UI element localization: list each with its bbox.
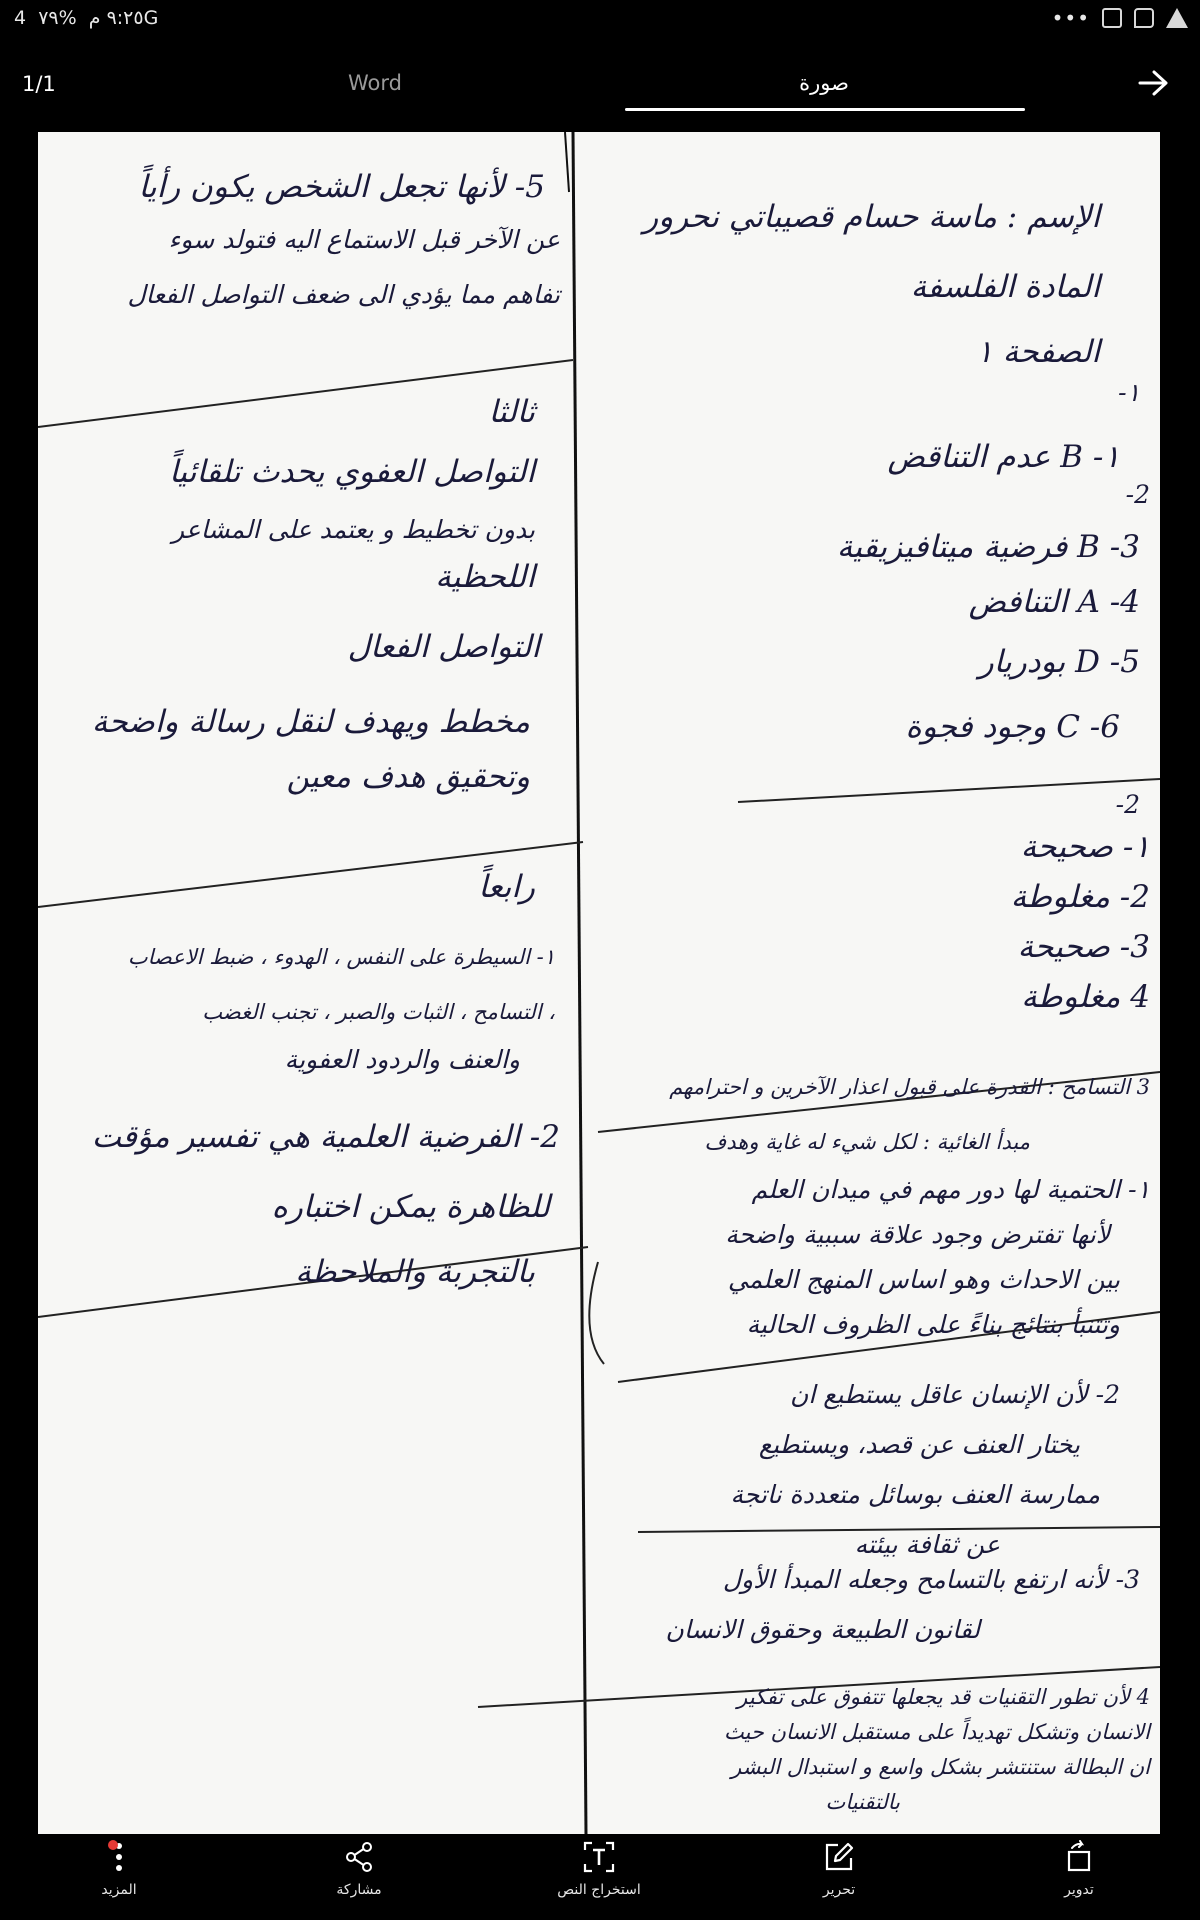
hw-line: الصفحة ١ bbox=[976, 334, 1100, 370]
hw-line: بالتقنيات bbox=[825, 1790, 900, 1814]
tab-word[interactable]: Word bbox=[348, 71, 402, 95]
hw-line: 3- صحيحة bbox=[1017, 929, 1150, 965]
share-label: مشاركة bbox=[336, 1882, 382, 1898]
hw-line: التواصل العفوي يحدث تلقائياً bbox=[169, 454, 535, 490]
hw-line: 2- لأن الإنسان عاقل يستطيع ان bbox=[789, 1380, 1120, 1409]
hw-line: 5- D بودريار bbox=[978, 644, 1140, 680]
edit-label: تحرير bbox=[822, 1882, 856, 1898]
hw-line: مبدأ الغائية : لكل شيء له غاية وهدف bbox=[704, 1130, 1030, 1154]
edit-button[interactable] bbox=[774, 1840, 904, 1898]
bottom-toolbar bbox=[0, 1840, 1200, 1920]
status-right-group bbox=[1052, 6, 1188, 30]
hw-line: 2- bbox=[1115, 790, 1140, 819]
hw-line: ، التسامح ، الثبات والصبر ، تجنب الغضب bbox=[202, 1000, 555, 1024]
hw-line: ١- صحيحة bbox=[1020, 829, 1150, 865]
extract-text-label: استخراج النص bbox=[557, 1882, 641, 1898]
edit-icon bbox=[822, 1840, 856, 1874]
hw-line: بالتجربة والملاحظة bbox=[295, 1254, 535, 1290]
hw-line: بين الاحداث وهو اساس المنهج العلمي bbox=[727, 1265, 1120, 1294]
hw-line: 3 التسامح : القدرة على قبول اعذار الآخرين و احترامهم bbox=[669, 1075, 1150, 1099]
hw-line: ممارسة العنف بوسائل متعددة ناتجة bbox=[730, 1480, 1100, 1509]
page-count: 1/1 bbox=[22, 72, 56, 96]
tab-image[interactable]: صورة bbox=[799, 71, 849, 95]
share-button[interactable] bbox=[294, 1840, 424, 1898]
share-icon bbox=[342, 1840, 376, 1874]
hw-line: ثالثا bbox=[488, 394, 535, 430]
top-bar bbox=[0, 38, 1200, 130]
hw-line: وتتنبأ بنتائج بناءً على الظروف الحالية bbox=[746, 1310, 1120, 1339]
document-image bbox=[38, 132, 1160, 1834]
hw-line: لأنها تفترض وجود علاقة سببية واضحة bbox=[725, 1220, 1110, 1249]
rotate-label: تدوير bbox=[1064, 1882, 1094, 1898]
status-time: ٩:٢٥ م bbox=[88, 7, 144, 29]
hw-line: 2- الفرضية العلمية هي تفسير مؤقت bbox=[91, 1119, 560, 1155]
hw-line: 4 لأن تطور التقنيات قد يجعلها تتفوق على تفكير bbox=[737, 1685, 1150, 1709]
hw-line: ان البطالة ستنتشر بشكل واسع و استبدال البشر bbox=[731, 1755, 1150, 1779]
hw-line: 3- B فرضية ميتافيزيقية bbox=[836, 529, 1140, 565]
app-notification-icon bbox=[1166, 8, 1188, 28]
rotate-button[interactable] bbox=[1014, 1840, 1144, 1898]
more-label: المزيد bbox=[101, 1882, 137, 1898]
active-tab-indicator bbox=[625, 108, 1025, 111]
hw-line: الانسان وتشكل تهديداً على مستقبل الانسان حيث bbox=[723, 1720, 1150, 1744]
hw-line: مخطط ويهدف لنقل رسالة واضحة bbox=[91, 704, 530, 740]
network-type: 4G bbox=[14, 7, 159, 29]
gallery-notification-icon bbox=[1102, 8, 1122, 28]
hw-line: 4 مغلوطة bbox=[1021, 979, 1150, 1015]
hw-line: 2- bbox=[1125, 480, 1150, 509]
hw-line: الإسم : ماسة حسام قصيباتي نحرور bbox=[643, 199, 1100, 235]
hw-line: بدون تخطيط و يعتمد على المشاعر bbox=[171, 515, 535, 544]
status-overflow: ••• bbox=[1051, 6, 1090, 30]
status-left-group bbox=[14, 7, 158, 29]
hw-line: 2- مغلوطة bbox=[1010, 879, 1150, 915]
hw-line: 5- لأنها تجعل الشخص يكون رأياً bbox=[138, 169, 545, 205]
hw-line: ١- B عدم التناقض bbox=[887, 439, 1120, 475]
hw-line: والعنف والردود العفوية bbox=[284, 1045, 520, 1074]
status-bar bbox=[0, 0, 1200, 38]
hw-line: عن ثقافة بيئته bbox=[854, 1530, 1000, 1559]
hw-line: ١- السيطرة على النفس ، الهدوء ، ضبط الاعصاب bbox=[127, 945, 555, 969]
hw-line: التواصل الفعال bbox=[347, 629, 540, 665]
notification-dot bbox=[108, 1840, 118, 1850]
hw-line: رابعاً bbox=[478, 869, 535, 905]
hw-line: يختار العنف عن قصد، ويستطيع bbox=[758, 1430, 1080, 1459]
hw-line: اللحظية bbox=[435, 559, 535, 595]
extract-text-icon bbox=[582, 1840, 616, 1874]
battery-level: %٧٩ bbox=[38, 7, 77, 29]
hw-line: تفاهم مما يؤدي الى ضعف التواصل الفعال bbox=[127, 280, 560, 309]
rotate-icon bbox=[1062, 1840, 1096, 1874]
hw-line: ١- الحتمية لها دور مهم في ميدان العلم bbox=[751, 1175, 1150, 1204]
hw-line: للظاهرة يمكن اختباره bbox=[271, 1189, 550, 1225]
hw-line: 3- لأنه ارتفع بالتسامح وجعله المبدأ الأول bbox=[722, 1565, 1140, 1594]
message-notification-icon bbox=[1134, 8, 1154, 28]
hw-line: وتحقيق هدف معين bbox=[286, 759, 530, 795]
hw-line: المادة الفلسفة bbox=[910, 269, 1100, 305]
hw-line: 6- C وجود فجوة bbox=[905, 709, 1120, 745]
hw-line: عن الآخر قبل الاستماع اليه فتولد سوء bbox=[168, 225, 560, 254]
hw-line: ١- bbox=[1118, 378, 1140, 407]
hw-line: 4- A التنافض bbox=[968, 584, 1140, 620]
forward-arrow-icon[interactable] bbox=[1136, 68, 1172, 98]
extract-text-button[interactable] bbox=[534, 1840, 664, 1898]
more-button[interactable] bbox=[54, 1840, 184, 1898]
hw-line: لقانون الطبيعة وحقوق الانسان bbox=[665, 1615, 980, 1644]
